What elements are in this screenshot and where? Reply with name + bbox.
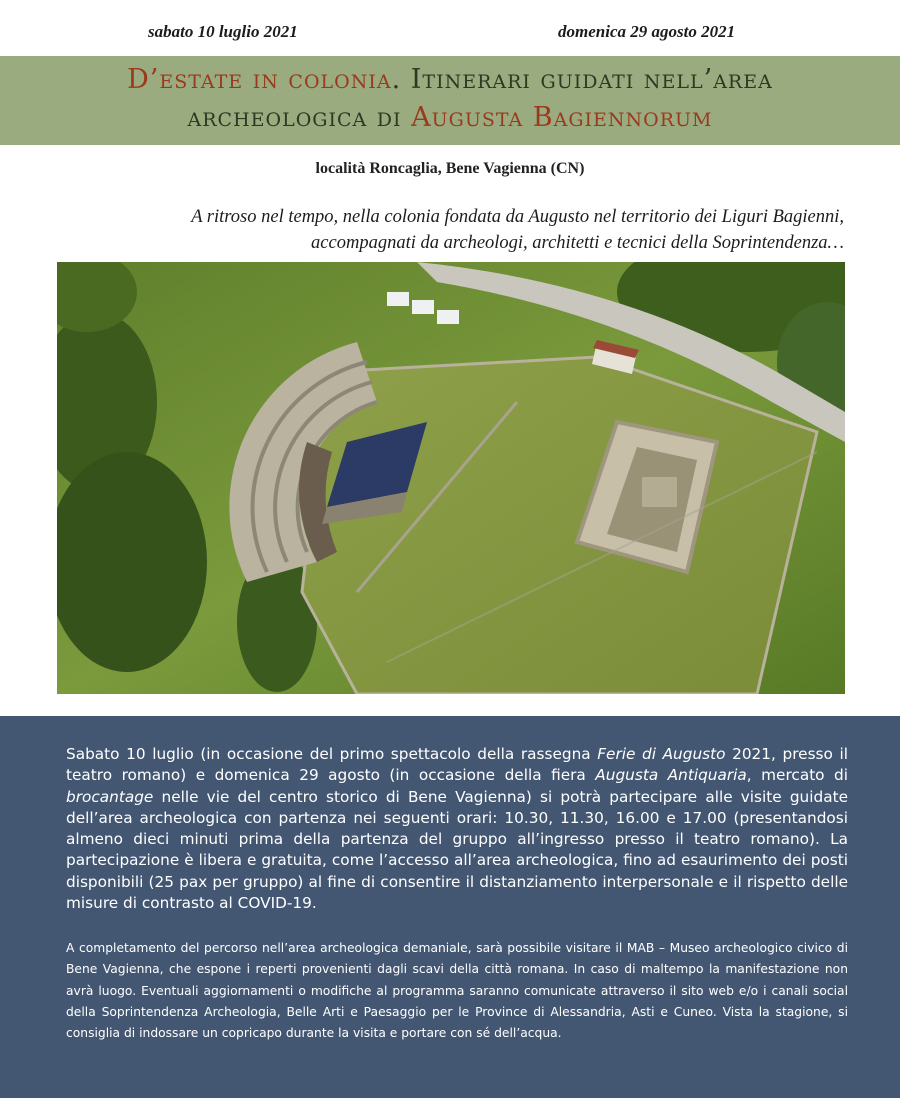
date-end: domenica 29 agosto 2021 xyxy=(558,22,736,41)
title-event-name: D’estate in colonia xyxy=(127,64,392,95)
info-fair-name: Augusta Antiquaria xyxy=(595,766,747,785)
locality: località Roncaglia, Bene Vagienna (CN) xyxy=(315,160,585,177)
info-brocantage: brocantage xyxy=(66,787,154,806)
title-line-1 xyxy=(0,64,900,95)
title-subtitle-1: . Itinerari guidati nell’area xyxy=(391,64,773,95)
info-note-paragraph: A completamento del percorso nell’area archeologica demaniale, sarà possibile visitare il MAB – Museo archeologico civico di Bene Vagienna, che espone i reperti provenienti dagli scavi della città romana. In caso di maltempo la manifestazione non avrà luogo. Eventuali aggiornamenti o modifiche al programma saranno comunicate attraverso il sito web e/o i canali social della Soprintendenza Archeologia, Belle Arti e Paesaggio per le Province di Alessandria, Asti e Cuneo. Vista la stagione, si consiglia di indossare un copricapo durante la visita e portare con sé dell’acqua. xyxy=(66,941,848,1041)
info-text-c: 2021, presso il teatro romano) e domenica 29 agosto (in occasione della fiera xyxy=(66,745,848,785)
info-main-paragraph xyxy=(66,744,848,914)
intro-line-1: A ritroso nel tempo, nella colonia fondata da Augusto nel territorio dei Liguri Bagienni, xyxy=(191,207,844,227)
aerial-photo xyxy=(57,262,845,694)
info-text-e: , mercato di xyxy=(746,766,849,785)
title-band xyxy=(0,56,900,145)
title-line-2 xyxy=(0,102,900,133)
event-dates xyxy=(0,18,900,48)
aerial-photo-illustration xyxy=(57,262,845,694)
title-subtitle-2: archeologica di xyxy=(187,102,412,133)
intro-text xyxy=(44,204,844,256)
date-start: sabato 10 luglio 2021 xyxy=(148,22,298,41)
title-site-name: Augusta Bagiennorum xyxy=(411,102,713,133)
info-text-a: Sabato 10 luglio (in occasione del primo spettacolo della rassegna xyxy=(66,745,598,763)
info-text-g: nelle vie del centro storico di Bene Vagienna) si potrà partecipare alle visite guidate dell’area archeologica con partenza nei seguenti orari: 10.30, 11.30, 16.00 e 17.00 (presentandosi almeno dieci minuti prima della partenza del gruppo all’ingresso presso il teatro romano). La partecipazione è libera e gratuita, come l’accesso all’area archeologica, fino ad esaurimento dei posti disponibili (25 pax per gruppo) al fine di consentire il distanziamento interpersonale e il rispetto delle misure di contrasto al COVID-19. xyxy=(66,787,848,913)
intro-line-2: accompagnati da archeologi, architetti e tecnici della Soprintendenza… xyxy=(311,233,844,253)
info-festival-name: Ferie di Augusto xyxy=(597,745,726,763)
info-panel xyxy=(0,716,900,1098)
